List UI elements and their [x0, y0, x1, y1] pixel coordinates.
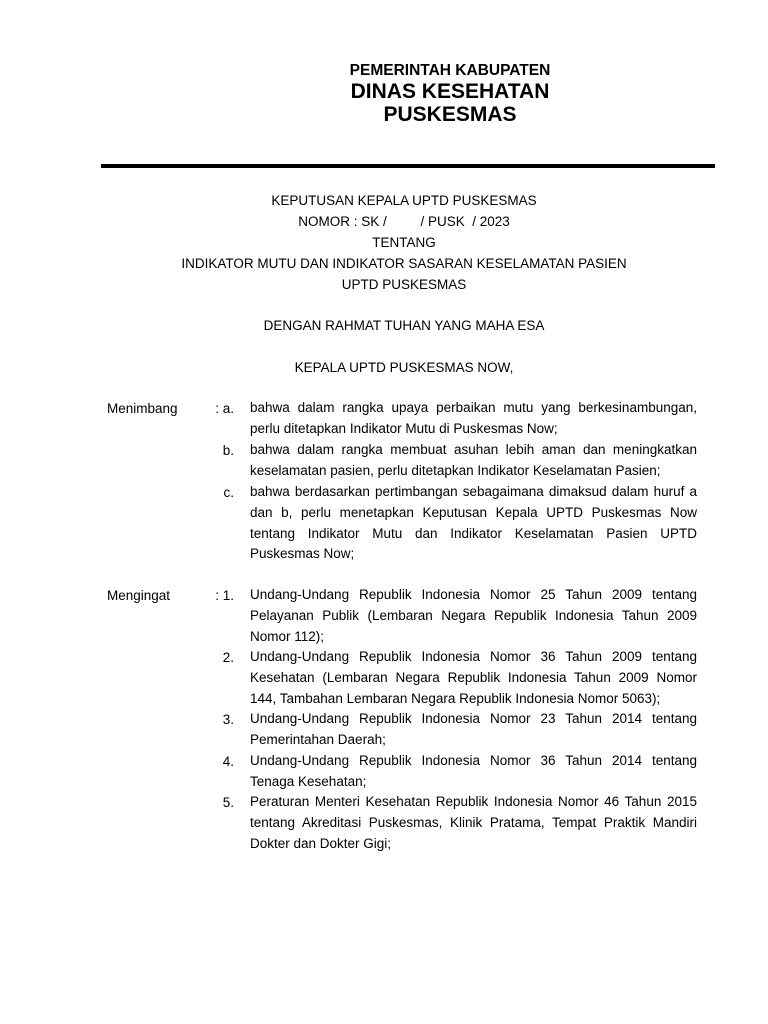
blessing: DENGAN RAHMAT TUHAN YANG MAHA ESA — [263, 318, 545, 333]
header-unit: PUSKESMAS — [383, 103, 517, 126]
list-item-text: Undang-Undang Republik Indonesia Nomor 36 Tahun 2009 tentang Kesehatan (Lembaran Negara Republik Indonesia Tahun 2009 Nomor 144, Tambahan Lembaran Negara Republik Indonesia Nomor 5063); — [250, 649, 697, 706]
menimbang-label: Menimbang — [107, 401, 178, 416]
official-title: KEPALA UPTD PUSKESMAS NOW, — [294, 360, 514, 375]
list-marker: b. — [222, 443, 234, 458]
list-marker: 2. — [222, 650, 234, 665]
decree-unit: UPTD PUSKESMAS — [341, 277, 467, 292]
list-item-text: bahwa berdasarkan pertimbangan sebagaimana dimaksud dalam huruf a dan b, perlu menetapkan Keputusan Kepala UPTD Puskesmas Now tentang Indikator Mutu dan Indikator Keselamatan Pasien UPTD Puskesmas Now; — [250, 484, 697, 562]
list-item-text: Peraturan Menteri Kesehatan Republik Indonesia Nomor 46 Tahun 2015 tentang Akreditasi Puskesmas, Klinik Pratama, Tempat Praktik Mandiri Dokter dan Dokter Gigi; — [250, 794, 697, 851]
header-government: PEMERINTAH KABUPATEN — [349, 62, 551, 79]
decree-about: TENTANG — [372, 235, 436, 250]
header-agency: DINAS KESEHATAN — [350, 80, 550, 103]
decree-subject: INDIKATOR MUTU DAN INDIKATOR SASARAN KESELAMATAN PASIEN — [181, 256, 627, 271]
list-item-text: Undang-Undang Republik Indonesia Nomor 23 Tahun 2014 tentang Pemerintahan Daerah; — [250, 711, 697, 747]
list-item-text: Undang-Undang Republik Indonesia Nomor 36 Tahun 2014 tentang Tenaga Kesehatan; — [250, 753, 697, 789]
decree-title: KEPUTUSAN KEPALA UPTD PUSKESMAS — [271, 193, 537, 208]
list-marker: 5. — [222, 795, 234, 810]
list-item-text: bahwa dalam rangka upaya perbaikan mutu yang berkesinambungan, perlu ditetapkan Indikator Mutu di Puskesmas Now; — [250, 400, 697, 436]
list-marker: 3. — [222, 712, 234, 727]
list-marker: 4. — [222, 754, 234, 769]
list-item-text: Undang-Undang Republik Indonesia Nomor 25 Tahun 2009 tentang Pelayanan Publik (Lembaran Negara Republik Indonesia Tahun 2009 Nomor 112); — [250, 587, 697, 644]
mengingat-label: Mengingat — [107, 588, 171, 603]
header-divider — [101, 164, 715, 168]
list-item-text: bahwa dalam rangka membuat asuhan lebih aman dan meningkatkan keselamatan pasien, perlu ditetapkan Indikator Keselamatan Pasien; — [250, 442, 697, 478]
list-marker: : 1. — [215, 588, 234, 603]
decree-number: NOMOR : SK / / PUSK / 2023 — [298, 214, 510, 229]
list-marker: : a. — [215, 401, 234, 416]
list-marker: c. — [223, 485, 234, 500]
